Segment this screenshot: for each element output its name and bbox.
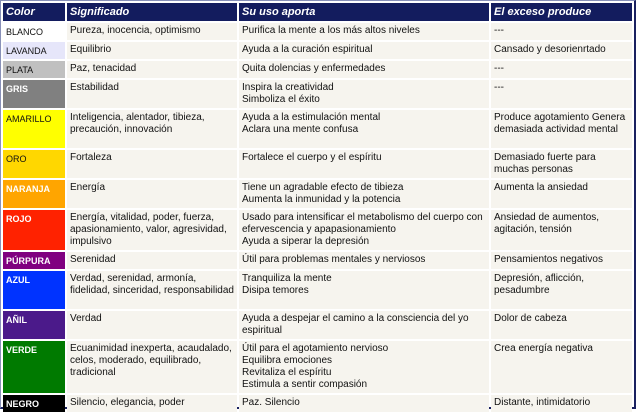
header-row	[3, 3, 632, 21]
significado-cell: Energía, vitalidad, poder, fuerza, apasionamiento, valor, agresividad, impulsivo	[67, 210, 237, 250]
table-row	[3, 311, 632, 339]
table-row	[3, 23, 632, 40]
exceso-cell: Demasiado fuerte para muchas personas	[491, 150, 632, 178]
uso-cell	[239, 110, 489, 148]
uso-line: Tiene un agradable efecto de tibieza	[242, 182, 404, 193]
exceso-cell: Cansado y desorienrtado	[491, 42, 632, 59]
table-row	[3, 150, 632, 178]
color-swatch-cell: AMARILLO	[3, 110, 65, 148]
table-row	[3, 252, 632, 269]
uso-line: Fortalece el cuerpo y el espíritu	[242, 152, 382, 163]
uso-cell	[239, 395, 489, 412]
uso-line: Simboliza el éxito	[242, 94, 320, 105]
uso-cell	[239, 80, 489, 108]
color-meaning-table	[1, 1, 634, 414]
uso-cell	[239, 210, 489, 250]
significado-cell: Equilibrio	[67, 42, 237, 59]
uso-line: Paz. Silencio	[242, 397, 300, 408]
exceso-cell: Produce agotamiento Genera demasiada actividad mental	[491, 110, 632, 148]
header-uso: Su uso aporta	[239, 3, 489, 21]
uso-line: Estimula a sentir compasión	[242, 379, 368, 390]
header-exceso: El exceso produce	[491, 3, 632, 21]
color-swatch-cell: AÑIL	[3, 311, 65, 339]
color-swatch-cell: ORO	[3, 150, 65, 178]
significado-cell: Paz, tenacidad	[67, 61, 237, 78]
uso-cell	[239, 252, 489, 269]
uso-line: Purifica la mente a los más altos niveles	[242, 25, 420, 36]
uso-cell	[239, 61, 489, 78]
table-row	[3, 180, 632, 208]
uso-line: Ayuda a la estimulación mental	[242, 112, 381, 123]
uso-cell	[239, 180, 489, 208]
uso-line: Disipa temores	[242, 285, 309, 296]
table-row	[3, 395, 632, 412]
uso-cell	[239, 23, 489, 40]
significado-cell: Serenidad	[67, 252, 237, 269]
significado-cell: Silencio, elegancia, poder	[67, 395, 237, 412]
color-swatch-cell: VERDE	[3, 341, 65, 393]
header-significado: Significado	[67, 3, 237, 21]
table-row	[3, 210, 632, 250]
uso-cell	[239, 341, 489, 393]
significado-cell: Verdad, serenidad, armonía, fidelidad, sinceridad, responsabilidad	[67, 271, 237, 309]
table-row	[3, 42, 632, 59]
significado-cell: Energía	[67, 180, 237, 208]
significado-cell: Fortaleza	[67, 150, 237, 178]
uso-cell	[239, 150, 489, 178]
exceso-cell: ---	[491, 23, 632, 40]
uso-line: Aclara una mente confusa	[242, 124, 359, 135]
color-swatch-cell: GRIS	[3, 80, 65, 108]
significado-cell: Estabilidad	[67, 80, 237, 108]
exceso-cell: Distante, intimidatorio	[491, 395, 632, 412]
uso-line: Equilibra emociones	[242, 355, 333, 366]
color-swatch-cell: ROJO	[3, 210, 65, 250]
color-swatch-cell: LAVANDA	[3, 42, 65, 59]
uso-cell	[239, 271, 489, 309]
uso-line: Ayuda a la curación espiritual	[242, 44, 373, 55]
significado-cell: Verdad	[67, 311, 237, 339]
uso-line: Usado para intensificar el metabolismo del cuerpo con efervescencia y apapasionamiento	[242, 212, 483, 235]
uso-line: Ayuda a siperar la depresión	[242, 236, 370, 247]
uso-line: Tranquiliza la mente	[242, 273, 332, 284]
uso-line: Aumenta la inmunidad y la potencia	[242, 194, 401, 205]
color-swatch-cell: PLATA	[3, 61, 65, 78]
exceso-cell: Pensamientos negativos	[491, 252, 632, 269]
uso-line: Revitaliza el espíritu	[242, 367, 332, 378]
color-swatch-cell: PÚRPURA	[3, 252, 65, 269]
color-swatch-cell: BLANCO	[3, 23, 65, 40]
table-row	[3, 271, 632, 309]
uso-line: Útil para problemas mentales y nerviosos	[242, 254, 426, 265]
color-swatch-cell: NARANJA	[3, 180, 65, 208]
table-row	[3, 80, 632, 108]
exceso-cell: Dolor de cabeza	[491, 311, 632, 339]
exceso-cell: ---	[491, 80, 632, 108]
color-swatch-cell: NEGRO	[3, 395, 65, 412]
significado-cell: Ecuanimidad inexperta, acaudalado, celos, moderado, equilibrado, tradicional	[67, 341, 237, 393]
significado-cell: Pureza, inocencia, optimismo	[67, 23, 237, 40]
uso-line: Ayuda a despejar el camino a la consciencia del yo espiritual	[242, 313, 469, 336]
significado-cell: Inteligencia, alentador, tibieza, precaución, innovación	[67, 110, 237, 148]
exceso-cell: ---	[491, 61, 632, 78]
uso-line: Útil para el agotamiento nervioso	[242, 343, 389, 354]
header-color: Color	[3, 3, 65, 21]
table-row	[3, 61, 632, 78]
uso-line: Quita dolencias y enfermedades	[242, 63, 386, 74]
exceso-cell: Depresión, aflicción, pesadumbre	[491, 271, 632, 309]
exceso-cell: Crea energía negativa	[491, 341, 632, 393]
table-row	[3, 110, 632, 148]
uso-line: Inspira la creatividad	[242, 82, 334, 93]
uso-cell	[239, 42, 489, 59]
table-row	[3, 341, 632, 393]
exceso-cell: Aumenta la ansiedad	[491, 180, 632, 208]
exceso-cell: Ansiedad de aumentos, agitación, tensión	[491, 210, 632, 250]
color-swatch-cell: AZUL	[3, 271, 65, 309]
uso-cell	[239, 311, 489, 339]
